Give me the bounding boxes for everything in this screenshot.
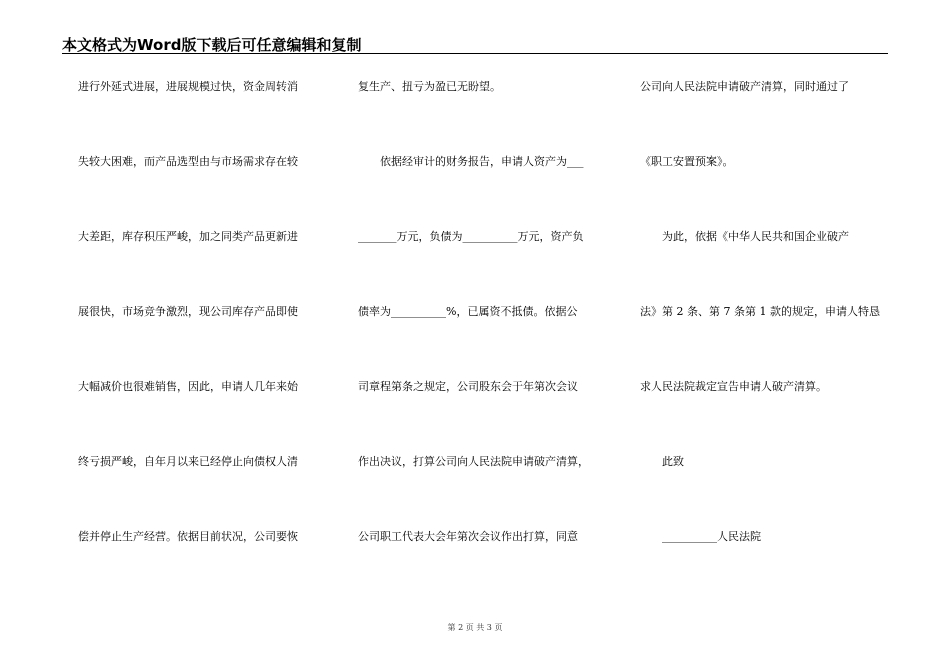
column-line: 为此，依据《中华人民共和国企业破产: [640, 230, 849, 243]
column-line: __________人民法院: [640, 530, 761, 543]
column-line: 作出决议，打算公司向人民法院申请破产清算，: [358, 455, 589, 468]
page-number-footer: 第 2 页 共 3 页: [447, 623, 503, 632]
column-line: 依据经审计的财务报告，申请人资产为___: [358, 155, 584, 168]
document-header-title: 本文格式为Word版下载后可任意编辑和复制: [62, 36, 362, 54]
column-line: 偿并停止生产经营。依据目前状况，公司要恢: [78, 530, 298, 543]
column-line: 大差距，库存积压严峻，加之同类产品更新进: [78, 230, 298, 243]
column-line: 复生产、扭亏为盈已无盼望。: [358, 80, 501, 93]
column-line: 展很快，市场竞争激烈，现公司库存产品即使: [78, 305, 298, 318]
column-line: _______万元，负债为__________万元，资产负: [358, 230, 584, 243]
column-line: 终亏损严峻，自年月以来已经停止向债权人清: [78, 455, 298, 468]
column-line: 公司向人民法院申请破产清算，同时通过了: [640, 80, 849, 93]
column-line: 此致: [640, 455, 684, 468]
header-divider: [62, 53, 888, 54]
column-line: 进行外延式进展，进展规模过快，资金周转消: [78, 80, 298, 93]
column-line: 大幅减价也很难销售，因此，申请人几年来始: [78, 380, 298, 393]
column-line: 债率为__________%，已属资不抵债。依据公: [358, 305, 578, 318]
column-line: 《职工安置预案》。: [640, 155, 734, 168]
column-line: 司章程第条之规定，公司股东会于年第次会议: [358, 380, 578, 393]
column-line: 法》第 2 条、第 7 条第 1 款的规定，申请人特恳: [640, 305, 880, 318]
column-line: 失较大困难，而产品选型由与市场需求存在较: [78, 155, 298, 168]
column-line: 公司职工代表大会年第次会议作出打算，同意: [358, 530, 578, 543]
column-line: 求人民法院裁定宣告申请人破产清算。: [640, 380, 827, 393]
